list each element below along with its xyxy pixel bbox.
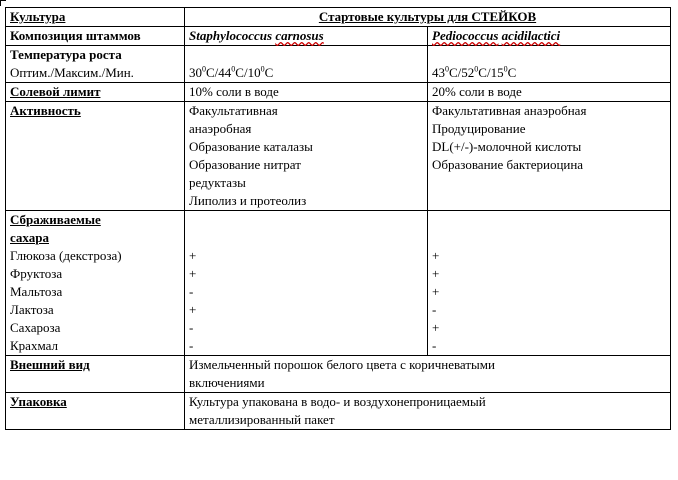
sugar-col2-mark: - [432, 338, 437, 353]
packaging-text-cell [185, 393, 671, 430]
activity-label-cell [6, 102, 185, 211]
sugar-col2-mark: + [432, 284, 440, 299]
salt-col2-value: 20% соли в воде [432, 84, 522, 99]
table-row-salt [6, 83, 671, 102]
sugars-col1-cell [185, 211, 428, 356]
salt-col1-cell [185, 83, 428, 102]
header-label: Культура [10, 9, 66, 24]
temperature-col1-value: $30^0C/44^0C/10^0C$ [189, 64, 274, 80]
sugar-col1-mark: + [189, 266, 197, 281]
strain-col2-name: Pediococcus acidilactici [432, 28, 561, 43]
table-row-packaging [6, 393, 671, 430]
sugar-col1-mark: + [189, 248, 197, 263]
table-row-strains [6, 27, 671, 46]
sugars-label: Сбраживаемые [10, 212, 101, 227]
activity-col1-line: анаэробная [189, 121, 252, 136]
activity-col2-line: Образование бактериоцина [432, 157, 584, 172]
sugar-col2-mark: + [432, 320, 440, 335]
salt-label-cell [6, 83, 185, 102]
temperature-sublabel: Оптим./Максим./Мин. [10, 65, 134, 80]
table-row-temperature [6, 46, 671, 83]
activity-col1-line: Факультативная [189, 103, 278, 118]
page-corner-mark [0, 0, 6, 6]
sugar-col2-mark: - [432, 302, 437, 317]
appearance-text-cell [185, 356, 671, 393]
sugar-name: Сахароза [10, 320, 61, 335]
activity-col1-line: Липолиз и протеолиз [189, 193, 307, 208]
activity-col1-line: редуктазы [189, 175, 246, 190]
appearance-text: Измельченный порошок белого цвета с коричневатыми [189, 357, 495, 372]
sugars-label: сахара [10, 230, 49, 245]
starter-cultures-table [5, 7, 671, 430]
sugars-col2-cell [428, 211, 671, 356]
activity-col1-line: Образование каталазы [189, 139, 313, 154]
strain-col1-name: Staphylococcus carnosus [189, 28, 324, 43]
packaging-text: металлизированный пакет [189, 412, 335, 427]
salt-label: Солевой лимит [10, 84, 101, 99]
sugar-name: Мальтоза [10, 284, 63, 299]
sugar-col1-mark: - [189, 338, 194, 353]
table-row-sugars [6, 211, 671, 356]
activity-col2-cell [428, 102, 671, 211]
appearance-label-cell [6, 356, 185, 393]
temperature-label-cell [6, 46, 185, 83]
activity-col1-cell [185, 102, 428, 211]
activity-col2-line: DL(+/-)-молочной кислоты [432, 139, 582, 154]
packaging-label: Упаковка [10, 394, 67, 409]
activity-col2-line: Факультативная анаэробная [432, 103, 587, 118]
sugar-name: Лактоза [10, 302, 54, 317]
temperature-label: Температура роста [10, 47, 122, 62]
salt-col2-cell [428, 83, 671, 102]
sugar-col1-mark: - [189, 320, 194, 335]
table-row-header [6, 8, 671, 27]
sugar-col2-mark: + [432, 266, 440, 281]
appearance-text: включениями [189, 375, 265, 390]
header-label-cell [6, 8, 185, 27]
sugar-col1-mark: - [189, 284, 194, 299]
activity-label: Активность [10, 103, 81, 118]
packaging-label-cell [6, 393, 185, 430]
sugar-name: Крахмал [10, 338, 58, 353]
salt-col1-value: 10% соли в воде [189, 84, 279, 99]
strains-label-cell [6, 27, 185, 46]
temperature-col2-cell [428, 46, 671, 83]
sugars-label-cell [6, 211, 185, 356]
strain-col1-cell [185, 27, 428, 46]
table-title: Стартовые культуры для СТЕЙКОВ [318, 9, 537, 24]
activity-col1-line: Образование нитрат [189, 157, 301, 172]
table-row-activity [6, 102, 671, 211]
appearance-label: Внешний вид [10, 357, 90, 372]
sugar-name: Фруктоза [10, 266, 63, 281]
strain-col2-cell [428, 27, 671, 46]
temperature-col2-value: $43^0C/52^0C/15^0C$ [432, 64, 517, 80]
header-title-cell [185, 8, 671, 27]
temperature-col1-cell [185, 46, 428, 83]
sugar-name: Глюкоза (декстроза) [10, 248, 122, 263]
table-row-appearance [6, 356, 671, 393]
sugar-col2-mark: + [432, 248, 440, 263]
packaging-text: Культура упакована в водо- и воздухонепроницаемый [189, 394, 486, 409]
sugar-col1-mark: + [189, 302, 197, 317]
strains-label: Композиция штаммов [10, 28, 141, 43]
activity-col2-line: Продуцирование [432, 121, 526, 136]
